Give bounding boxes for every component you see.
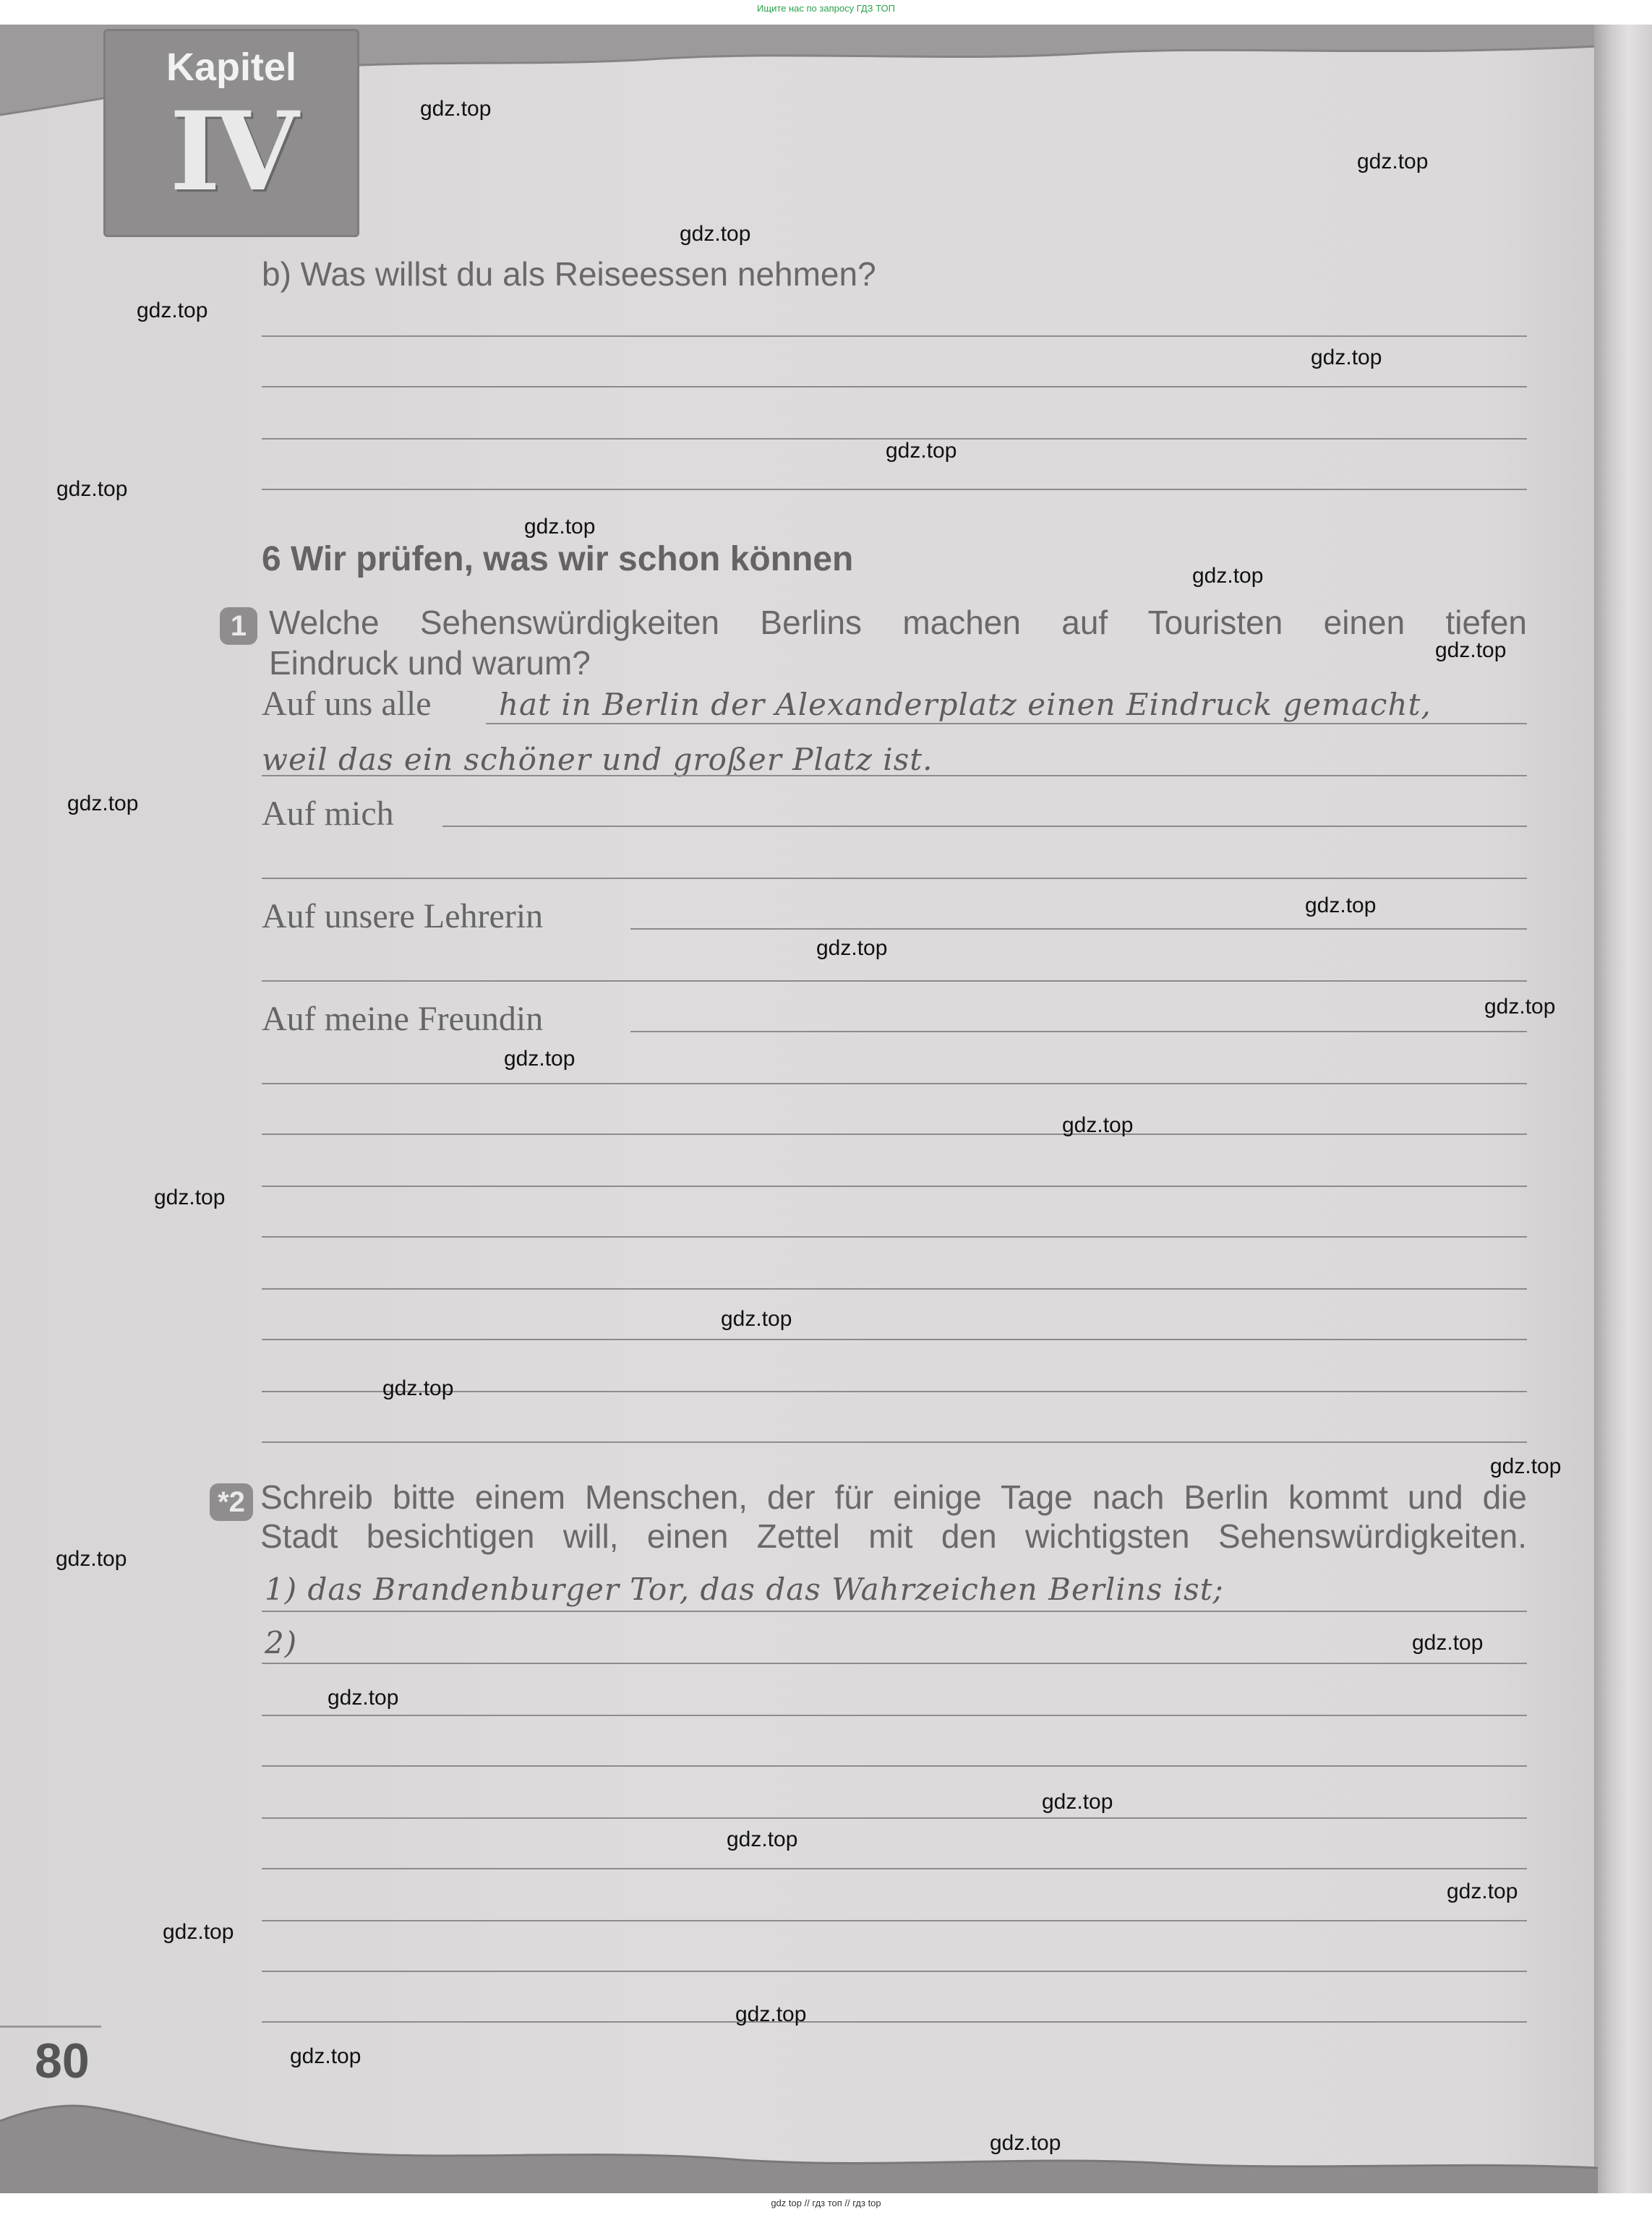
answer-line <box>262 1868 1527 1869</box>
watermark: gdz.top <box>1447 1880 1518 1903</box>
label-auf-uns-alle: Auf uns alle <box>262 685 432 723</box>
answer-line <box>262 489 1527 490</box>
page-number: 80 <box>35 2033 90 2088</box>
answer-line <box>262 335 1527 337</box>
watermark: gdz.top <box>816 936 888 960</box>
answer-line <box>262 1441 1527 1443</box>
watermark: gdz.top <box>1042 1790 1113 1814</box>
watermark: gdz.top <box>886 439 957 463</box>
watermark: gdz.top <box>735 2002 807 2026</box>
watermark: gdz.top <box>721 1307 792 1331</box>
question-b: b) Was willst du als Reiseessen nehmen? <box>262 255 876 293</box>
task-number-badge: 1 <box>220 607 257 645</box>
answer-line <box>630 1031 1527 1032</box>
top-banner[interactable]: Ищите нас по запросу ГДЗ ТОП <box>757 3 895 14</box>
watermark: gdz.top <box>524 515 596 539</box>
handwritten-answer-1: hat in Berlin der Alexanderplatz einen Eindruck gemacht, <box>499 687 1431 722</box>
answer-line <box>262 1288 1527 1290</box>
workbook-page <box>0 25 1652 2193</box>
answer-line <box>262 1186 1527 1187</box>
answer-line <box>486 723 1527 724</box>
watermark: gdz.top <box>1192 564 1264 588</box>
task2-prompt-line2: Stadt besichtigen will, einen Zettel mit den wichtigsten Sehenswürdigkeiten. <box>260 1517 1527 1555</box>
answer-line <box>262 1236 1527 1238</box>
watermark: gdz.top <box>1484 995 1556 1019</box>
watermark: gdz.top <box>290 2044 361 2068</box>
task1-prompt-line1: Welche Sehenswürdigkeiten Berlins machen auf Touristen einen tiefen <box>269 604 1527 641</box>
watermark: gdz.top <box>1311 346 1382 369</box>
answer-line <box>262 1817 1527 1819</box>
watermark: gdz.top <box>1305 893 1377 917</box>
watermark: gdz.top <box>1435 638 1507 662</box>
section-title: 6 Wir prüfen, was wir schon können <box>262 540 854 578</box>
answer-line <box>262 1663 1527 1664</box>
watermark: gdz.top <box>1490 1454 1562 1478</box>
watermark: gdz.top <box>163 1920 234 1944</box>
answer-line <box>262 1971 1527 1972</box>
watermark: gdz.top <box>727 1827 798 1851</box>
bottom-banner[interactable]: gdz top // гдз топ // гдз top <box>771 2198 881 2208</box>
watermark: gdz.top <box>56 1547 127 1571</box>
label-auf-unsere-lehrerin: Auf unsere Lehrerin <box>262 897 544 935</box>
label-auf-mich: Auf mich <box>262 794 394 833</box>
task1-prompt-line2: Eindruck und warum? <box>269 644 591 682</box>
answer-line <box>262 980 1527 982</box>
watermark: gdz.top <box>1412 1631 1484 1655</box>
answer-line <box>262 2021 1527 2023</box>
handwritten-answer-2: weil das ein schöner und großer Platz ist. <box>262 742 933 777</box>
answer-line <box>262 1920 1527 1921</box>
watermark: gdz.top <box>328 1686 399 1710</box>
book-spine-shadow <box>1594 25 1652 2193</box>
task2-prompt-line1: Schreib bitte einem Menschen, der für einige Tage nach Berlin kommt und die <box>260 1478 1527 1516</box>
page-number-rule <box>0 2026 101 2028</box>
chapter-word: Kapitel <box>166 46 297 89</box>
task-number-badge: *2 <box>210 1483 253 1521</box>
watermark: gdz.top <box>382 1376 454 1400</box>
watermark: gdz.top <box>1062 1113 1134 1137</box>
answer-line <box>262 386 1527 387</box>
answer-line <box>262 1715 1527 1716</box>
watermark: gdz.top <box>137 299 208 322</box>
answer-line <box>262 1083 1527 1084</box>
handwritten-answer-item-2: 2) <box>265 1625 298 1660</box>
chapter-numeral: IV <box>169 88 294 215</box>
watermark: gdz.top <box>504 1047 575 1071</box>
watermark: gdz.top <box>1357 150 1429 173</box>
answer-line <box>262 1133 1527 1135</box>
watermark: gdz.top <box>154 1186 226 1209</box>
watermark: gdz.top <box>680 222 751 246</box>
torn-edge-bottom <box>0 2078 1598 2193</box>
answer-line <box>630 928 1527 930</box>
watermark: gdz.top <box>56 477 128 501</box>
watermark: gdz.top <box>990 2131 1061 2155</box>
handwritten-answer-item-1: 1) das Brandenburger Tor, das das Wahrzeichen Berlins ist; <box>265 1572 1224 1607</box>
label-auf-meine-freundin: Auf meine Freundin <box>262 1000 544 1038</box>
answer-line <box>262 1765 1527 1767</box>
watermark: gdz.top <box>67 792 139 815</box>
answer-line <box>262 775 1527 776</box>
watermark: gdz.top <box>420 97 492 121</box>
answer-line <box>262 878 1527 879</box>
answer-line <box>262 1611 1527 1612</box>
chapter-badge <box>103 29 359 237</box>
answer-line <box>262 1339 1527 1340</box>
answer-line <box>442 826 1527 827</box>
